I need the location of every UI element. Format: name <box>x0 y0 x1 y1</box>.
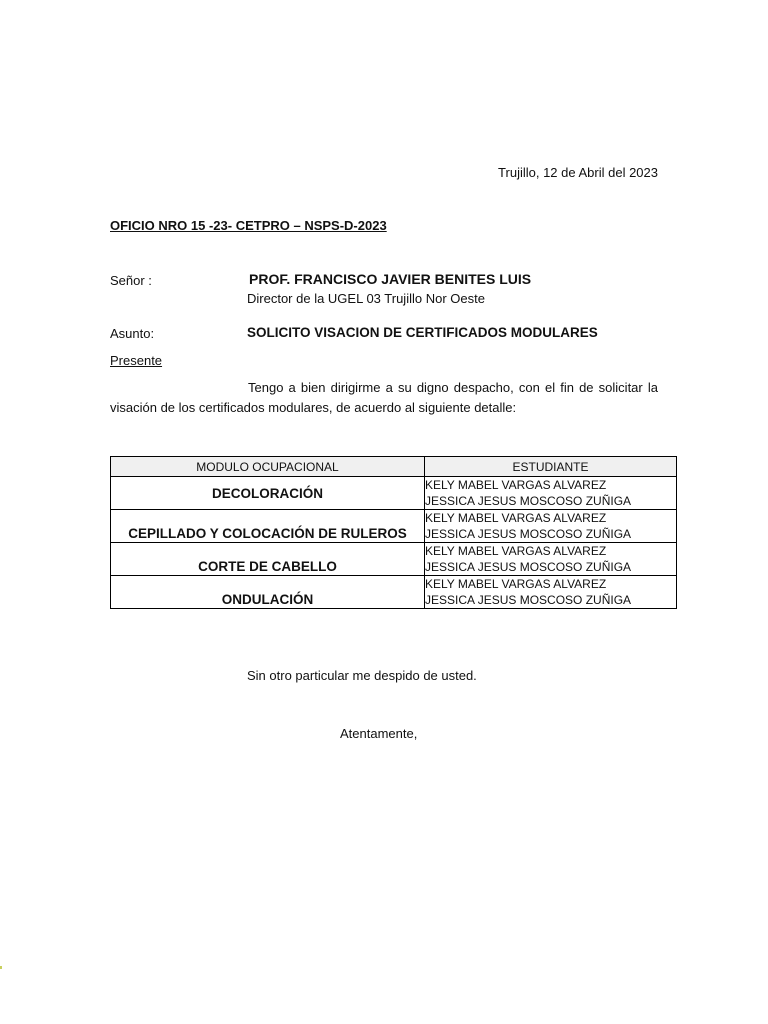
student-name: KELY MABEL VARGAS ALVAREZ <box>425 544 607 558</box>
student-name: JESSICA JESUS MOSCOSO ZUÑIGA <box>425 494 632 508</box>
modulo-cell: CEPILLADO Y COLOCACIÓN DE RULEROS <box>111 510 425 543</box>
margin-mark <box>0 966 2 969</box>
recipient-role: Director de la UGEL 03 Trujillo Nor Oeste <box>247 291 485 306</box>
student-name: JESSICA JESUS MOSCOSO ZUÑIGA <box>425 560 632 574</box>
student-name: JESSICA JESUS MOSCOSO ZUÑIGA <box>425 527 632 541</box>
body-paragraph: Tengo a bien dirigirme a su digno despacho, con el fin de solicitar la visación de los certificados modulares, de acuerdo al siguiente detalle: <box>110 380 658 415</box>
header-estudiante: ESTUDIANTE <box>425 457 677 477</box>
table-row <box>111 510 677 543</box>
oficio-number: OFICIO NRO 15 -23- CETPRO – NSPS-D-2023 <box>110 218 387 233</box>
students-cell <box>425 543 677 576</box>
table-header-row <box>111 457 677 477</box>
recipient-name: PROF. FRANCISCO JAVIER BENITES LUIS <box>249 271 532 287</box>
student-name: JESSICA JESUS MOSCOSO ZUÑIGA <box>425 593 632 607</box>
modulo-cell: ONDULACIÓN <box>111 576 425 609</box>
detail-table <box>110 456 677 609</box>
table-row <box>111 576 677 609</box>
students-cell <box>425 576 677 609</box>
table-row <box>111 477 677 510</box>
student-name: KELY MABEL VARGAS ALVAREZ <box>425 511 607 525</box>
student-name: KELY MABEL VARGAS ALVAREZ <box>425 478 607 492</box>
table-row <box>111 543 677 576</box>
subject-text: SOLICITO VISACION DE CERTIFICADOS MODULARES <box>247 325 598 340</box>
modulo-cell: DECOLORACIÓN <box>111 477 425 510</box>
students-cell <box>425 510 677 543</box>
closing-atentamente: Atentamente, <box>340 726 418 741</box>
presente-heading: Presente <box>110 353 163 368</box>
students-cell <box>425 477 677 510</box>
closing-despido: Sin otro particular me despido de usted. <box>247 668 477 683</box>
modulo-cell: CORTE DE CABELLO <box>111 543 425 576</box>
student-name: KELY MABEL VARGAS ALVAREZ <box>425 577 607 591</box>
header-modulo: MODULO OCUPACIONAL <box>111 457 425 477</box>
date-line: Trujillo, 12 de Abril del 2023 <box>498 165 658 180</box>
subject-label: Asunto: <box>110 326 155 341</box>
recipient-label: Señor : <box>110 273 152 288</box>
